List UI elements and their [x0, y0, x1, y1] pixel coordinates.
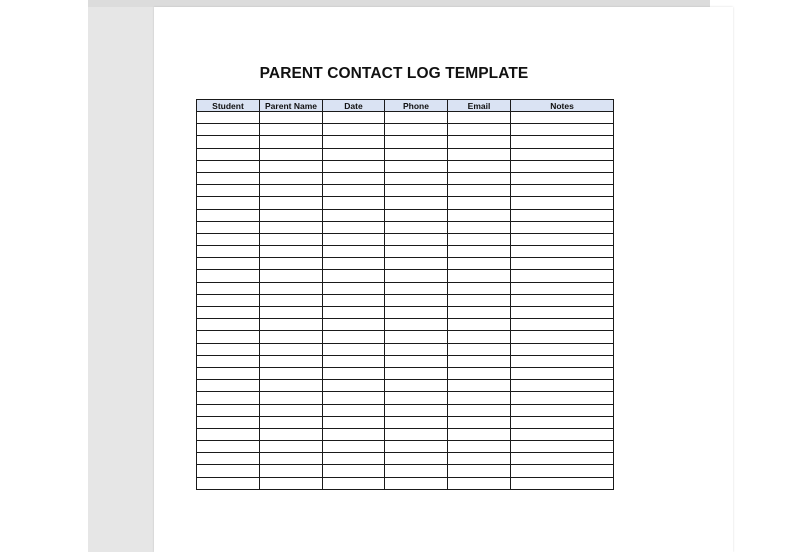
table-cell [197, 441, 260, 453]
table-cell [323, 270, 385, 282]
table-cell [197, 319, 260, 331]
table-cell [448, 136, 511, 148]
table-cell [197, 233, 260, 245]
table-header-row [197, 100, 614, 112]
table-cell [511, 331, 614, 343]
table-cell [385, 441, 448, 453]
table-cell [511, 477, 614, 489]
table-row [197, 282, 614, 294]
table-cell [260, 294, 323, 306]
document-page [154, 7, 733, 552]
table-cell [260, 331, 323, 343]
table-cell [197, 197, 260, 209]
table-cell [385, 331, 448, 343]
table-cell [260, 258, 323, 270]
table-cell [448, 416, 511, 428]
table-cell [511, 233, 614, 245]
table-cell [448, 172, 511, 184]
table-cell [323, 221, 385, 233]
table-cell [197, 453, 260, 465]
table-cell [260, 124, 323, 136]
table-row [197, 404, 614, 416]
table-cell [448, 367, 511, 379]
table-cell [260, 148, 323, 160]
table-cell [511, 319, 614, 331]
table-cell [197, 124, 260, 136]
table-cell [385, 392, 448, 404]
table-cell [260, 441, 323, 453]
table-row [197, 453, 614, 465]
table-cell [197, 416, 260, 428]
table-cell [448, 331, 511, 343]
table-cell [197, 380, 260, 392]
table-cell [260, 197, 323, 209]
table-row [197, 258, 614, 270]
table-row [197, 319, 614, 331]
table-cell [385, 294, 448, 306]
table-cell [260, 453, 323, 465]
table-row [197, 233, 614, 245]
table-cell [260, 221, 323, 233]
table-cell [323, 258, 385, 270]
table-cell [260, 416, 323, 428]
document-viewer [88, 0, 710, 552]
table-cell [448, 465, 511, 477]
table-cell [385, 246, 448, 258]
table-cell [448, 258, 511, 270]
table-cell [511, 197, 614, 209]
table-cell [385, 282, 448, 294]
table-cell [385, 209, 448, 221]
table-row [197, 294, 614, 306]
table-cell [511, 258, 614, 270]
table-cell [511, 148, 614, 160]
table-row [197, 185, 614, 197]
table-cell [511, 294, 614, 306]
table-cell [323, 441, 385, 453]
table-cell [448, 307, 511, 319]
table-cell [448, 453, 511, 465]
table-cell [511, 112, 614, 124]
table-cell [385, 367, 448, 379]
table-cell [197, 343, 260, 355]
table-cell [323, 282, 385, 294]
table-cell [323, 148, 385, 160]
table-cell [385, 453, 448, 465]
table-cell [323, 367, 385, 379]
viewer-top-strip [88, 0, 710, 7]
table-cell [260, 355, 323, 367]
table-cell [260, 319, 323, 331]
table-cell [448, 270, 511, 282]
table-cell [448, 221, 511, 233]
table-cell [197, 221, 260, 233]
table-cell [323, 392, 385, 404]
table-cell [448, 294, 511, 306]
table-cell [323, 112, 385, 124]
table-cell [511, 172, 614, 184]
table-cell [448, 380, 511, 392]
table-cell [260, 307, 323, 319]
table-cell [260, 380, 323, 392]
column-header-parent-name: Parent Name [260, 100, 323, 112]
table-row [197, 172, 614, 184]
table-cell [448, 355, 511, 367]
table-cell [511, 428, 614, 440]
table-cell [385, 112, 448, 124]
table-cell [323, 246, 385, 258]
table-cell [511, 221, 614, 233]
table-cell [197, 112, 260, 124]
table-cell [385, 124, 448, 136]
table-cell [197, 367, 260, 379]
table-cell [260, 185, 323, 197]
table-cell [323, 185, 385, 197]
table-row [197, 136, 614, 148]
table-cell [385, 233, 448, 245]
table-cell [448, 282, 511, 294]
table-cell [385, 307, 448, 319]
table-cell [385, 319, 448, 331]
table-cell [197, 465, 260, 477]
table-cell [511, 367, 614, 379]
table-cell [197, 307, 260, 319]
table-cell [323, 404, 385, 416]
table-cell [197, 404, 260, 416]
table-row [197, 246, 614, 258]
table-cell [197, 172, 260, 184]
table-cell [323, 209, 385, 221]
table-cell [197, 282, 260, 294]
table-row [197, 428, 614, 440]
table-row [197, 307, 614, 319]
table-cell [197, 136, 260, 148]
table-cell [448, 197, 511, 209]
table-cell [260, 246, 323, 258]
table-cell [448, 477, 511, 489]
table-cell [511, 343, 614, 355]
column-header-email: Email [448, 100, 511, 112]
table-cell [260, 160, 323, 172]
table-cell [323, 197, 385, 209]
table-cell [511, 209, 614, 221]
table-cell [197, 185, 260, 197]
table-row [197, 209, 614, 221]
table-row [197, 148, 614, 160]
table-cell [260, 465, 323, 477]
table-cell [385, 270, 448, 282]
table-row [197, 270, 614, 282]
table-cell [323, 124, 385, 136]
table-cell [448, 246, 511, 258]
table-cell [385, 465, 448, 477]
table-body [197, 112, 614, 490]
table-cell [385, 197, 448, 209]
table-cell [260, 112, 323, 124]
table-cell [511, 136, 614, 148]
table-cell [323, 453, 385, 465]
table-cell [385, 160, 448, 172]
table-cell [197, 148, 260, 160]
table-cell [511, 380, 614, 392]
table-cell [197, 355, 260, 367]
table-cell [197, 258, 260, 270]
table-row [197, 477, 614, 489]
column-header-phone: Phone [385, 100, 448, 112]
table-cell [448, 160, 511, 172]
table-cell [323, 331, 385, 343]
column-header-date: Date [323, 100, 385, 112]
table-cell [448, 233, 511, 245]
table-cell [385, 477, 448, 489]
table-cell [448, 343, 511, 355]
table-cell [197, 428, 260, 440]
table-cell [511, 416, 614, 428]
table-row [197, 355, 614, 367]
table-cell [511, 465, 614, 477]
table-cell [385, 404, 448, 416]
contact-log-table [196, 99, 614, 490]
table-cell [511, 307, 614, 319]
table-cell [511, 185, 614, 197]
table-cell [323, 355, 385, 367]
table-cell [385, 416, 448, 428]
table-cell [511, 270, 614, 282]
table-cell [197, 294, 260, 306]
table-row [197, 416, 614, 428]
table-cell [448, 148, 511, 160]
table-cell [511, 404, 614, 416]
table-cell [385, 172, 448, 184]
table-cell [385, 380, 448, 392]
table-cell [511, 160, 614, 172]
table-row [197, 160, 614, 172]
table-row [197, 197, 614, 209]
table-cell [260, 477, 323, 489]
table-cell [511, 246, 614, 258]
table-cell [323, 307, 385, 319]
table-cell [511, 453, 614, 465]
table-cell [197, 160, 260, 172]
table-cell [448, 209, 511, 221]
table-cell [260, 136, 323, 148]
table-cell [511, 124, 614, 136]
table-cell [385, 355, 448, 367]
table-row [197, 367, 614, 379]
table-cell [385, 185, 448, 197]
table-cell [385, 428, 448, 440]
table-row [197, 343, 614, 355]
table-cell [323, 319, 385, 331]
table-cell [448, 185, 511, 197]
table-cell [448, 441, 511, 453]
table-cell [323, 343, 385, 355]
table-cell [260, 343, 323, 355]
table-cell [511, 441, 614, 453]
table-cell [323, 160, 385, 172]
table-row [197, 380, 614, 392]
table-cell [385, 148, 448, 160]
table-cell [323, 416, 385, 428]
table-cell [323, 172, 385, 184]
table-cell [197, 392, 260, 404]
table-row [197, 124, 614, 136]
table-row [197, 331, 614, 343]
table-cell [448, 319, 511, 331]
table-cell [448, 428, 511, 440]
table-cell [260, 270, 323, 282]
table-cell [260, 233, 323, 245]
table-cell [385, 221, 448, 233]
table-cell [385, 136, 448, 148]
table-cell [197, 209, 260, 221]
table-cell [260, 392, 323, 404]
page-title: PARENT CONTACT LOG TEMPLATE [259, 65, 529, 82]
table-cell [448, 404, 511, 416]
table-cell [323, 233, 385, 245]
table-cell [323, 136, 385, 148]
table-cell [448, 392, 511, 404]
table-cell [323, 380, 385, 392]
table-cell [260, 282, 323, 294]
table-cell [511, 282, 614, 294]
table-cell [385, 343, 448, 355]
table-cell [197, 270, 260, 282]
table-cell [260, 367, 323, 379]
table-cell [448, 112, 511, 124]
table-cell [323, 428, 385, 440]
table-row [197, 221, 614, 233]
table-cell [197, 331, 260, 343]
column-header-student: Student [197, 100, 260, 112]
table-cell [511, 392, 614, 404]
table-cell [260, 404, 323, 416]
table-cell [323, 294, 385, 306]
table-row [197, 465, 614, 477]
table-row [197, 112, 614, 124]
table-row [197, 392, 614, 404]
table-cell [260, 209, 323, 221]
table-cell [323, 477, 385, 489]
table-cell [448, 124, 511, 136]
table-cell [511, 355, 614, 367]
table-cell [323, 465, 385, 477]
table-cell [260, 172, 323, 184]
column-header-notes: Notes [511, 100, 614, 112]
table-row [197, 441, 614, 453]
table-cell [385, 258, 448, 270]
table-cell [260, 428, 323, 440]
table-cell [197, 477, 260, 489]
table-cell [197, 246, 260, 258]
